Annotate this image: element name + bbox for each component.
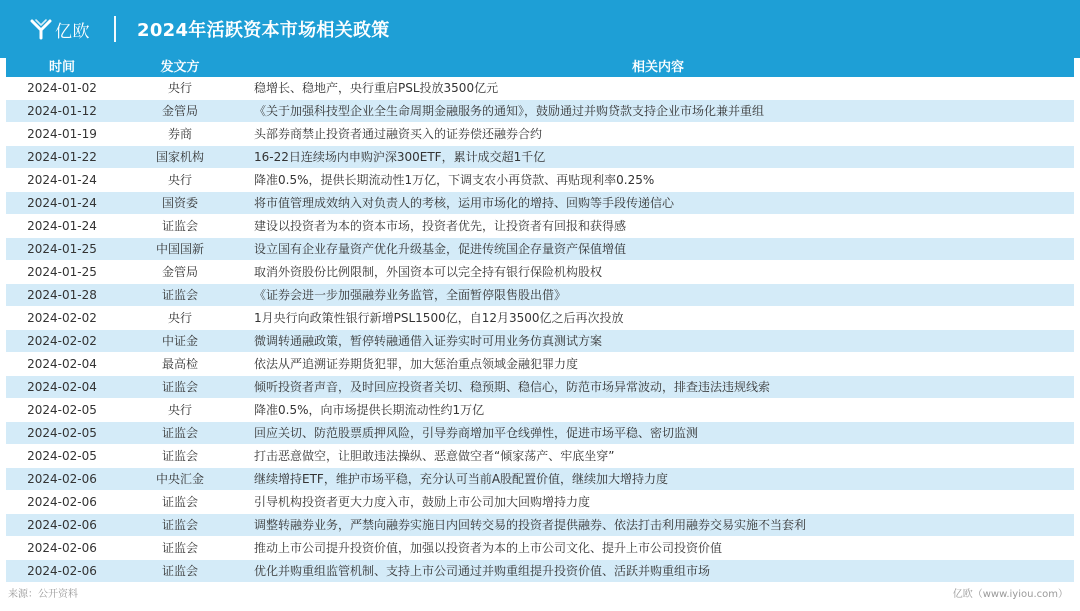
cell-content: 推动上市公司提升投资价值，加强以投资者为本的上市公司文化、提升上市公司投资价值 bbox=[242, 537, 1074, 560]
cell-date: 2024-02-04 bbox=[6, 353, 118, 376]
cell-date: 2024-01-28 bbox=[6, 284, 118, 307]
cell-date: 2024-01-19 bbox=[6, 123, 118, 146]
header-bar bbox=[0, 0, 1080, 58]
cell-issuer: 国资委 bbox=[118, 192, 242, 215]
cell-content: 微调转通融政策，暂停转融通借入证券实时可用业务仿真测试方案 bbox=[242, 330, 1074, 353]
cell-content: 优化并购重组监管机制、支持上市公司通过并购重组提升投资价值、活跃并购重组市场 bbox=[242, 560, 1074, 583]
logo-text: 亿欧 bbox=[55, 21, 90, 42]
cell-content: 调整转融券业务，严禁向融券实施日内回转交易的投资者提供融券、依法打击利用融券交易实施不当套利 bbox=[242, 514, 1074, 537]
table-row bbox=[6, 445, 1074, 468]
table-row bbox=[6, 376, 1074, 399]
cell-issuer: 证监会 bbox=[118, 284, 242, 307]
table-row bbox=[6, 399, 1074, 422]
cell-issuer: 证监会 bbox=[118, 514, 242, 537]
cell-content: 继续增持ETF，维护市场平稳，充分认可当前A股配置价值，继续加大增持力度 bbox=[242, 468, 1074, 491]
logo bbox=[30, 0, 90, 58]
cell-issuer: 券商 bbox=[118, 123, 242, 146]
cell-issuer: 中央汇金 bbox=[118, 468, 242, 491]
cell-date: 2024-01-02 bbox=[6, 77, 118, 100]
table-row bbox=[6, 468, 1074, 491]
table-row bbox=[6, 307, 1074, 330]
cell-date: 2024-01-24 bbox=[6, 215, 118, 238]
source-note: 来源：公开资料 bbox=[8, 589, 78, 600]
cell-issuer: 证监会 bbox=[118, 491, 242, 514]
table-row bbox=[6, 238, 1074, 261]
table-row bbox=[6, 514, 1074, 537]
cell-date: 2024-01-12 bbox=[6, 100, 118, 123]
cell-content: 取消外资股份比例限制，外国资本可以完全持有银行保险机构股权 bbox=[242, 261, 1074, 284]
policy-table bbox=[6, 58, 1074, 583]
page-title: 2024年活跃资本市场相关政策 bbox=[137, 20, 390, 41]
cell-date: 2024-02-06 bbox=[6, 468, 118, 491]
cell-content: 打击恶意做空，让胆敢违法操纵、恶意做空者“倾家荡产、牢底坐穿” bbox=[242, 445, 1074, 468]
cell-content: 引导机构投资者更大力度入市，鼓励上市公司加大回购增持力度 bbox=[242, 491, 1074, 514]
policy-table-container bbox=[6, 58, 1074, 583]
column-header-issuer: 发文方 bbox=[118, 58, 242, 77]
cell-issuer: 中证金 bbox=[118, 330, 242, 353]
cell-issuer: 金管局 bbox=[118, 100, 242, 123]
table-body bbox=[6, 77, 1074, 583]
cell-content: 倾听投资者声音，及时回应投资者关切、稳预期、稳信心，防范市场异常波动，排查违法违规线索 bbox=[242, 376, 1074, 399]
cell-issuer: 证监会 bbox=[118, 445, 242, 468]
cell-content: 1月央行向政策性银行新增PSL1500亿，自12月3500亿之后再次投放 bbox=[242, 307, 1074, 330]
cell-date: 2024-02-06 bbox=[6, 491, 118, 514]
table-row bbox=[6, 261, 1074, 284]
cell-date: 2024-02-06 bbox=[6, 537, 118, 560]
cell-content: 降准0.5%，向市场提供长期流动性约1万亿 bbox=[242, 399, 1074, 422]
cell-content: 降准0.5%，提供长期流动性1万亿，下调支农小再贷款、再贴现利率0.25% bbox=[242, 169, 1074, 192]
cell-content: 将市值管理成效纳入对负责人的考核，运用市场化的增持、回购等手段传递信心 bbox=[242, 192, 1074, 215]
table-row bbox=[6, 77, 1074, 100]
cell-date: 2024-02-05 bbox=[6, 445, 118, 468]
cell-issuer: 中国国新 bbox=[118, 238, 242, 261]
table-row bbox=[6, 537, 1074, 560]
table-row bbox=[6, 330, 1074, 353]
cell-issuer: 证监会 bbox=[118, 422, 242, 445]
cell-content: 头部券商禁止投资者通过融资买入的证券偿还融券合约 bbox=[242, 123, 1074, 146]
table-row bbox=[6, 560, 1074, 583]
cell-date: 2024-01-22 bbox=[6, 146, 118, 169]
cell-issuer: 央行 bbox=[118, 307, 242, 330]
iyiou-logo-icon bbox=[30, 18, 52, 40]
cell-date: 2024-01-24 bbox=[6, 192, 118, 215]
cell-date: 2024-01-25 bbox=[6, 261, 118, 284]
table-header-row bbox=[6, 58, 1074, 77]
table-row bbox=[6, 422, 1074, 445]
cell-content: 16-22日连续场内申购沪深300ETF，累计成交超1千亿 bbox=[242, 146, 1074, 169]
cell-issuer: 最高检 bbox=[118, 353, 242, 376]
table-row bbox=[6, 192, 1074, 215]
cell-issuer: 国家机构 bbox=[118, 146, 242, 169]
cell-date: 2024-02-02 bbox=[6, 307, 118, 330]
cell-issuer: 央行 bbox=[118, 77, 242, 100]
cell-date: 2024-01-24 bbox=[6, 169, 118, 192]
cell-issuer: 证监会 bbox=[118, 560, 242, 583]
cell-content: 设立国有企业存量资产优化升级基金，促进传统国企存量资产保值增值 bbox=[242, 238, 1074, 261]
cell-issuer: 证监会 bbox=[118, 376, 242, 399]
cell-date: 2024-02-05 bbox=[6, 399, 118, 422]
credit-note: 亿欧（www.iyiou.com） bbox=[952, 589, 1068, 600]
table-row bbox=[6, 353, 1074, 376]
cell-issuer: 央行 bbox=[118, 169, 242, 192]
cell-content: 《关于加强科技型企业全生命周期金融服务的通知》，鼓励通过并购贷款支持企业市场化兼并重组 bbox=[242, 100, 1074, 123]
cell-content: 建设以投资者为本的资本市场，投资者优先，让投资者有回报和获得感 bbox=[242, 215, 1074, 238]
cell-date: 2024-02-04 bbox=[6, 376, 118, 399]
table-row bbox=[6, 123, 1074, 146]
column-header-content: 相关内容 bbox=[242, 58, 1074, 77]
table-row bbox=[6, 146, 1074, 169]
table-row bbox=[6, 491, 1074, 514]
cell-issuer: 证监会 bbox=[118, 537, 242, 560]
table-row bbox=[6, 215, 1074, 238]
column-header-date: 时间 bbox=[6, 58, 118, 77]
cell-date: 2024-02-06 bbox=[6, 514, 118, 537]
table-row bbox=[6, 100, 1074, 123]
header-divider bbox=[114, 16, 116, 42]
cell-date: 2024-02-02 bbox=[6, 330, 118, 353]
table-row bbox=[6, 169, 1074, 192]
cell-content: 《证券会进一步加强融券业务监管，全面暂停限售股出借》 bbox=[242, 284, 1074, 307]
table-row bbox=[6, 284, 1074, 307]
cell-content: 回应关切、防范股票质押风险，引导券商增加平仓线弹性，促进市场平稳、密切监测 bbox=[242, 422, 1074, 445]
cell-issuer: 证监会 bbox=[118, 215, 242, 238]
cell-date: 2024-02-06 bbox=[6, 560, 118, 583]
cell-content: 稳增长、稳地产，央行重启PSL投放3500亿元 bbox=[242, 77, 1074, 100]
cell-date: 2024-02-05 bbox=[6, 422, 118, 445]
cell-content: 依法从严追溯证券期货犯罪，加大惩治重点领域金融犯罪力度 bbox=[242, 353, 1074, 376]
cell-issuer: 金管局 bbox=[118, 261, 242, 284]
cell-issuer: 央行 bbox=[118, 399, 242, 422]
cell-date: 2024-01-25 bbox=[6, 238, 118, 261]
